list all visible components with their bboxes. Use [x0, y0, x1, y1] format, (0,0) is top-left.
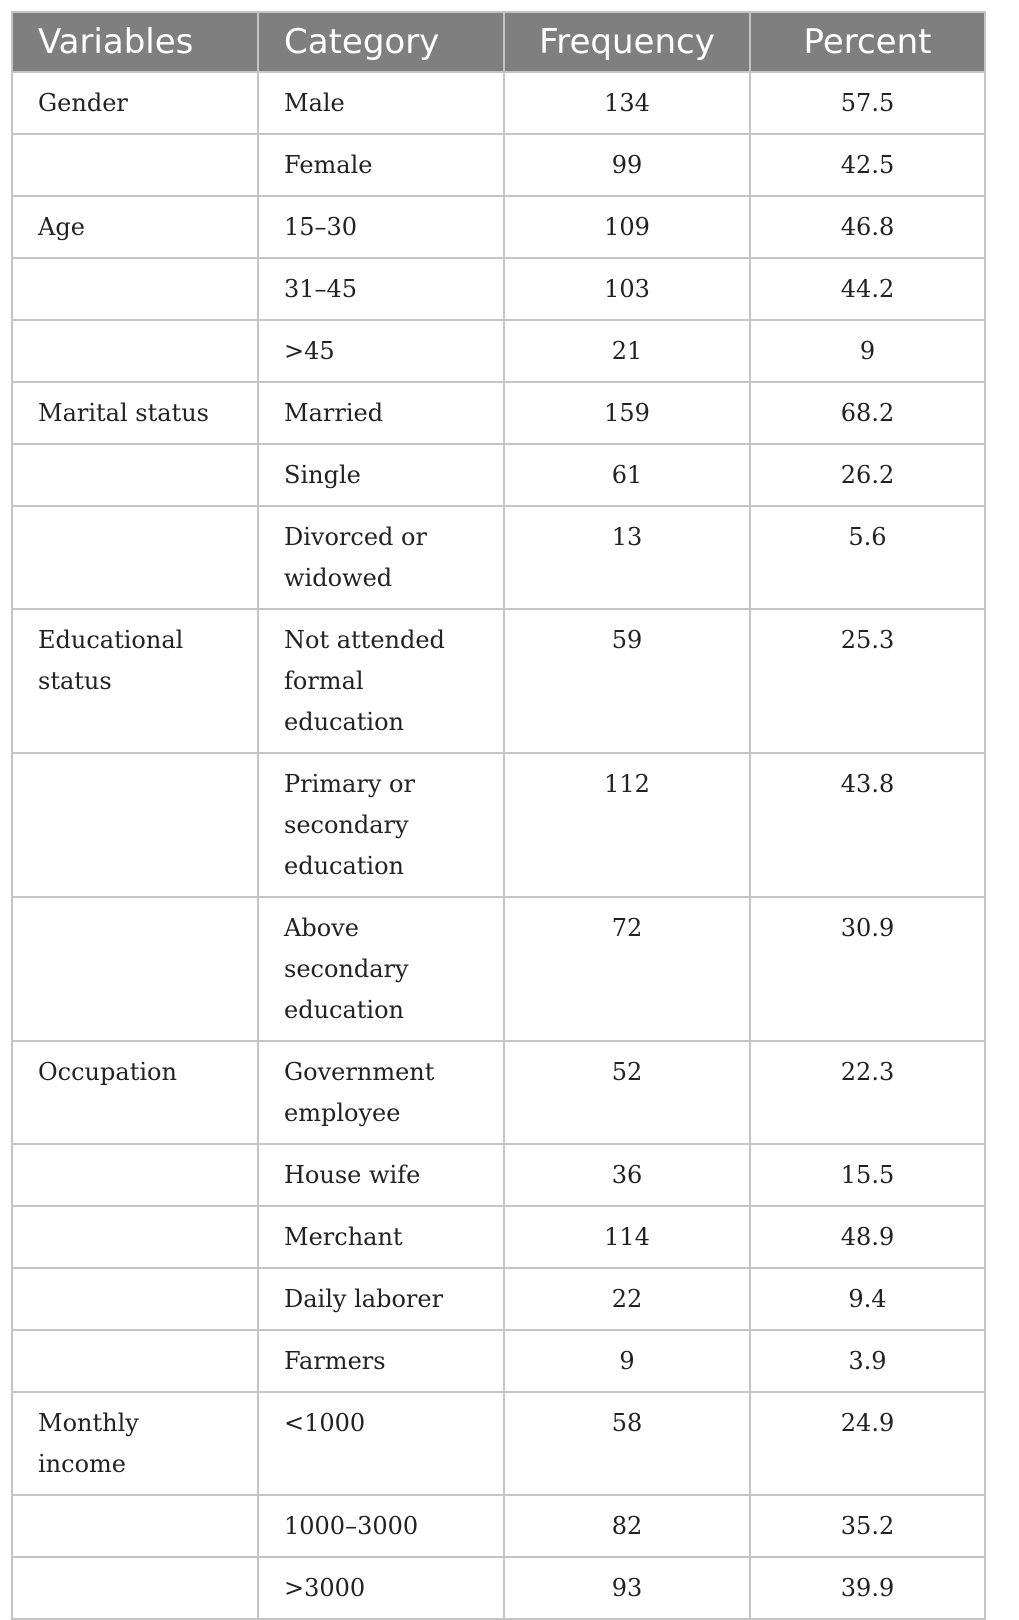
cell-category: Above secondary education [258, 897, 504, 1041]
cell-percent: 30.9 [750, 897, 985, 1041]
cell-frequency: 114 [504, 1206, 750, 1268]
header-percent: Percent [750, 12, 985, 72]
cell-category: >45 [258, 320, 504, 382]
cell-percent: 57.5 [750, 72, 985, 134]
cell-frequency: 103 [504, 258, 750, 320]
cell-percent: 46.8 [750, 196, 985, 258]
cell-variable [12, 753, 258, 897]
cell-variable: Gender [12, 72, 258, 134]
cell-frequency: 99 [504, 134, 750, 196]
cell-percent: 68.2 [750, 382, 985, 444]
cell-category: Daily laborer [258, 1268, 504, 1330]
cell-frequency: 93 [504, 1557, 750, 1619]
cell-frequency: 159 [504, 382, 750, 444]
cell-frequency: 59 [504, 609, 750, 753]
cell-category: <1000 [258, 1392, 504, 1495]
cell-category: Married [258, 382, 504, 444]
cell-percent: 15.5 [750, 1144, 985, 1206]
demographics-table [11, 11, 986, 1620]
cell-category: Divorced or widowed [258, 506, 504, 609]
table-row [12, 1268, 985, 1330]
cell-category: Not attended formal education [258, 609, 504, 753]
cell-percent: 3.9 [750, 1330, 985, 1392]
cell-variable: Age [12, 196, 258, 258]
cell-category: Primary or secondary education [258, 753, 504, 897]
cell-variable: Marital status [12, 382, 258, 444]
cell-frequency: 112 [504, 753, 750, 897]
table-row [12, 1330, 985, 1392]
cell-category: Female [258, 134, 504, 196]
cell-category: 15–30 [258, 196, 504, 258]
cell-category: 31–45 [258, 258, 504, 320]
table-row [12, 753, 985, 897]
cell-variable [12, 1144, 258, 1206]
cell-percent: 39.9 [750, 1557, 985, 1619]
cell-variable [12, 506, 258, 609]
cell-percent: 9.4 [750, 1268, 985, 1330]
header-frequency: Frequency [504, 12, 750, 72]
table-row [12, 1144, 985, 1206]
cell-percent: 26.2 [750, 444, 985, 506]
cell-percent: 22.3 [750, 1041, 985, 1144]
cell-variable [12, 1495, 258, 1557]
cell-frequency: 82 [504, 1495, 750, 1557]
table-row [12, 258, 985, 320]
cell-frequency: 58 [504, 1392, 750, 1495]
cell-category: Male [258, 72, 504, 134]
cell-frequency: 13 [504, 506, 750, 609]
cell-category: House wife [258, 1144, 504, 1206]
table-row [12, 1557, 985, 1619]
cell-percent: 9 [750, 320, 985, 382]
header-row [12, 12, 985, 72]
table-row [12, 444, 985, 506]
header-category: Category [258, 12, 504, 72]
cell-percent: 35.2 [750, 1495, 985, 1557]
cell-frequency: 61 [504, 444, 750, 506]
cell-variable [12, 1330, 258, 1392]
cell-variable [12, 258, 258, 320]
table-row [12, 897, 985, 1041]
table-row [12, 506, 985, 609]
cell-frequency: 36 [504, 1144, 750, 1206]
cell-category: Merchant [258, 1206, 504, 1268]
cell-variable: Monthly income [12, 1392, 258, 1495]
table-row [12, 320, 985, 382]
cell-variable [12, 1557, 258, 1619]
cell-percent: 43.8 [750, 753, 985, 897]
cell-percent: 44.2 [750, 258, 985, 320]
cell-category: Farmers [258, 1330, 504, 1392]
cell-percent: 5.6 [750, 506, 985, 609]
cell-variable [12, 134, 258, 196]
cell-category: Government employee [258, 1041, 504, 1144]
table-header [12, 12, 985, 72]
cell-variable: Occupation [12, 1041, 258, 1144]
cell-frequency: 109 [504, 196, 750, 258]
cell-variable: Educational status [12, 609, 258, 753]
cell-percent: 42.5 [750, 134, 985, 196]
cell-frequency: 21 [504, 320, 750, 382]
cell-percent: 48.9 [750, 1206, 985, 1268]
table-row [12, 72, 985, 134]
cell-frequency: 22 [504, 1268, 750, 1330]
cell-frequency: 52 [504, 1041, 750, 1144]
cell-variable [12, 320, 258, 382]
cell-category: >3000 [258, 1557, 504, 1619]
cell-variable [12, 1206, 258, 1268]
table-row [12, 1206, 985, 1268]
cell-variable [12, 1268, 258, 1330]
cell-variable [12, 444, 258, 506]
table-row [12, 1041, 985, 1144]
header-variables: Variables [12, 12, 258, 72]
table-container [11, 11, 984, 1620]
cell-frequency: 9 [504, 1330, 750, 1392]
cell-variable [12, 897, 258, 1041]
cell-category: Single [258, 444, 504, 506]
table-row [12, 1392, 985, 1495]
table-row [12, 134, 985, 196]
table-row [12, 609, 985, 753]
cell-category: 1000–3000 [258, 1495, 504, 1557]
table-row [12, 196, 985, 258]
table-body [12, 72, 985, 1619]
cell-percent: 25.3 [750, 609, 985, 753]
cell-frequency: 72 [504, 897, 750, 1041]
cell-frequency: 134 [504, 72, 750, 134]
table-row [12, 1495, 985, 1557]
cell-percent: 24.9 [750, 1392, 985, 1495]
table-row [12, 382, 985, 444]
